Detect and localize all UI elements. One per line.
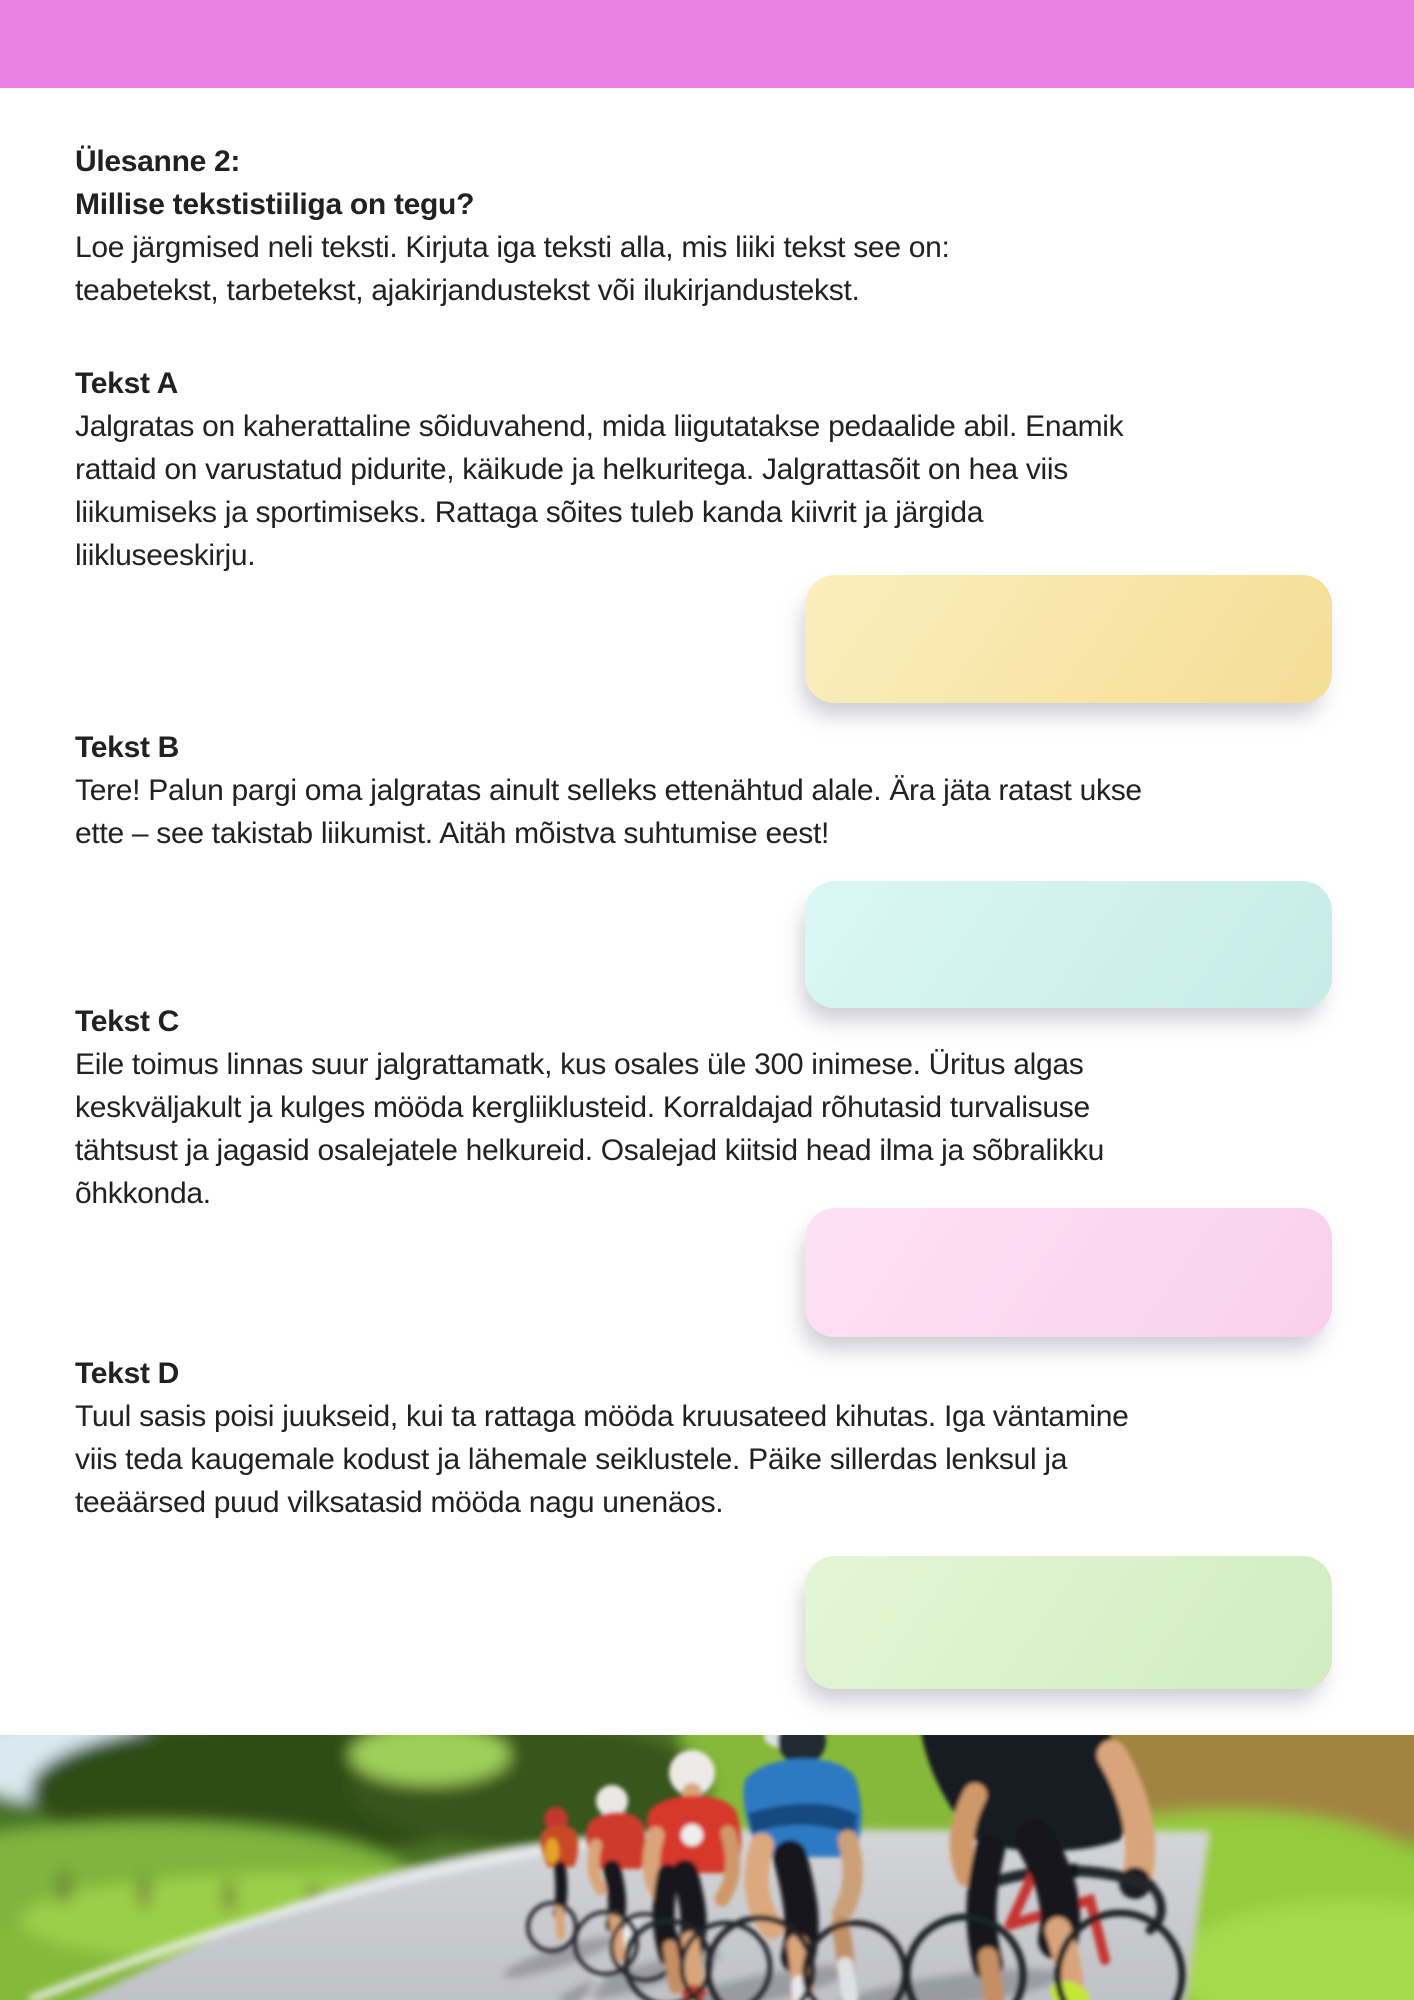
section-label: Tekst A	[75, 367, 178, 400]
task-title: Ülesanne 2:	[75, 145, 241, 178]
answer-box-d[interactable]	[805, 1556, 1332, 1689]
intro-block	[75, 140, 950, 312]
instruction-line: Loe järgmised neli teksti. Kirjuta iga teksti alla, mis liiki tekst see on:	[75, 231, 950, 264]
section-label: Tekst D	[75, 1357, 180, 1390]
text-line: õhkkonda.	[75, 1177, 211, 1210]
text-line: Eile toimus linnas suur jalgrattamatk, kus osales üle 300 inimese. Üritus algas	[75, 1048, 1084, 1081]
answer-box-c[interactable]	[805, 1208, 1332, 1337]
answer-box-a[interactable]	[805, 575, 1332, 703]
section-label: Tekst C	[75, 1005, 180, 1038]
cyclists-photo-art	[0, 1735, 1414, 2000]
section-label: Tekst B	[75, 731, 180, 764]
text-section	[75, 362, 1123, 577]
text-line: keskväljakult ja kulges mööda kergliiklusteid. Korraldajad rõhutasid turvalisuse	[75, 1091, 1090, 1124]
instruction-line: teabetekst, tarbetekst, ajakirjandustekst või ilukirjandustekst.	[75, 274, 860, 307]
text-line: Tere! Palun pargi oma jalgratas ainult selleks ettenähtud alale. Ära jäta ratast ukse	[75, 774, 1142, 807]
text-line: tähtsust ja jagasid osalejatele helkureid. Osalejad kiitsid head ilma ja sõbralikku	[75, 1134, 1105, 1167]
task-question: Millise tekstistiiliga on tegu?	[75, 188, 475, 221]
header-bar	[0, 0, 1414, 88]
section-paragraph	[75, 1395, 1129, 1524]
text-line: liikumiseks ja sportimiseks. Rattaga sõites tuleb kanda kiivrit ja järgida	[75, 496, 984, 529]
text-line: viis teda kaugemale kodust ja lähemale seiklustele. Päike sillerdas lenksul ja	[75, 1443, 1068, 1476]
section-paragraph	[75, 405, 1123, 577]
text-line: rattaid on varustatud pidurite, käikude ja helkuritega. Jalgrattasõit on hea viis	[75, 453, 1068, 486]
text-section	[75, 1000, 1104, 1215]
section-paragraph	[75, 1043, 1104, 1215]
text-line: ette – see takistab liikumist. Aitäh mõistva suhtumise eest!	[75, 817, 830, 850]
cyclists-photo	[0, 1735, 1414, 2000]
text-section	[75, 1352, 1129, 1524]
text-line: Jalgratas on kaherattaline sõiduvahend, mida liigutatakse pedaalide abil. Enamik	[75, 410, 1124, 443]
answer-box-b[interactable]	[805, 881, 1332, 1008]
text-section	[75, 726, 1142, 855]
text-line: teeäärsed puud vilksatasid mööda nagu unenäos.	[75, 1486, 724, 1519]
text-line: Tuul sasis poisi juukseid, kui ta rattaga mööda kruusateed kihutas. Iga väntamine	[75, 1400, 1129, 1433]
text-line: liikluseeskirju.	[75, 539, 256, 572]
section-paragraph	[75, 769, 1142, 855]
